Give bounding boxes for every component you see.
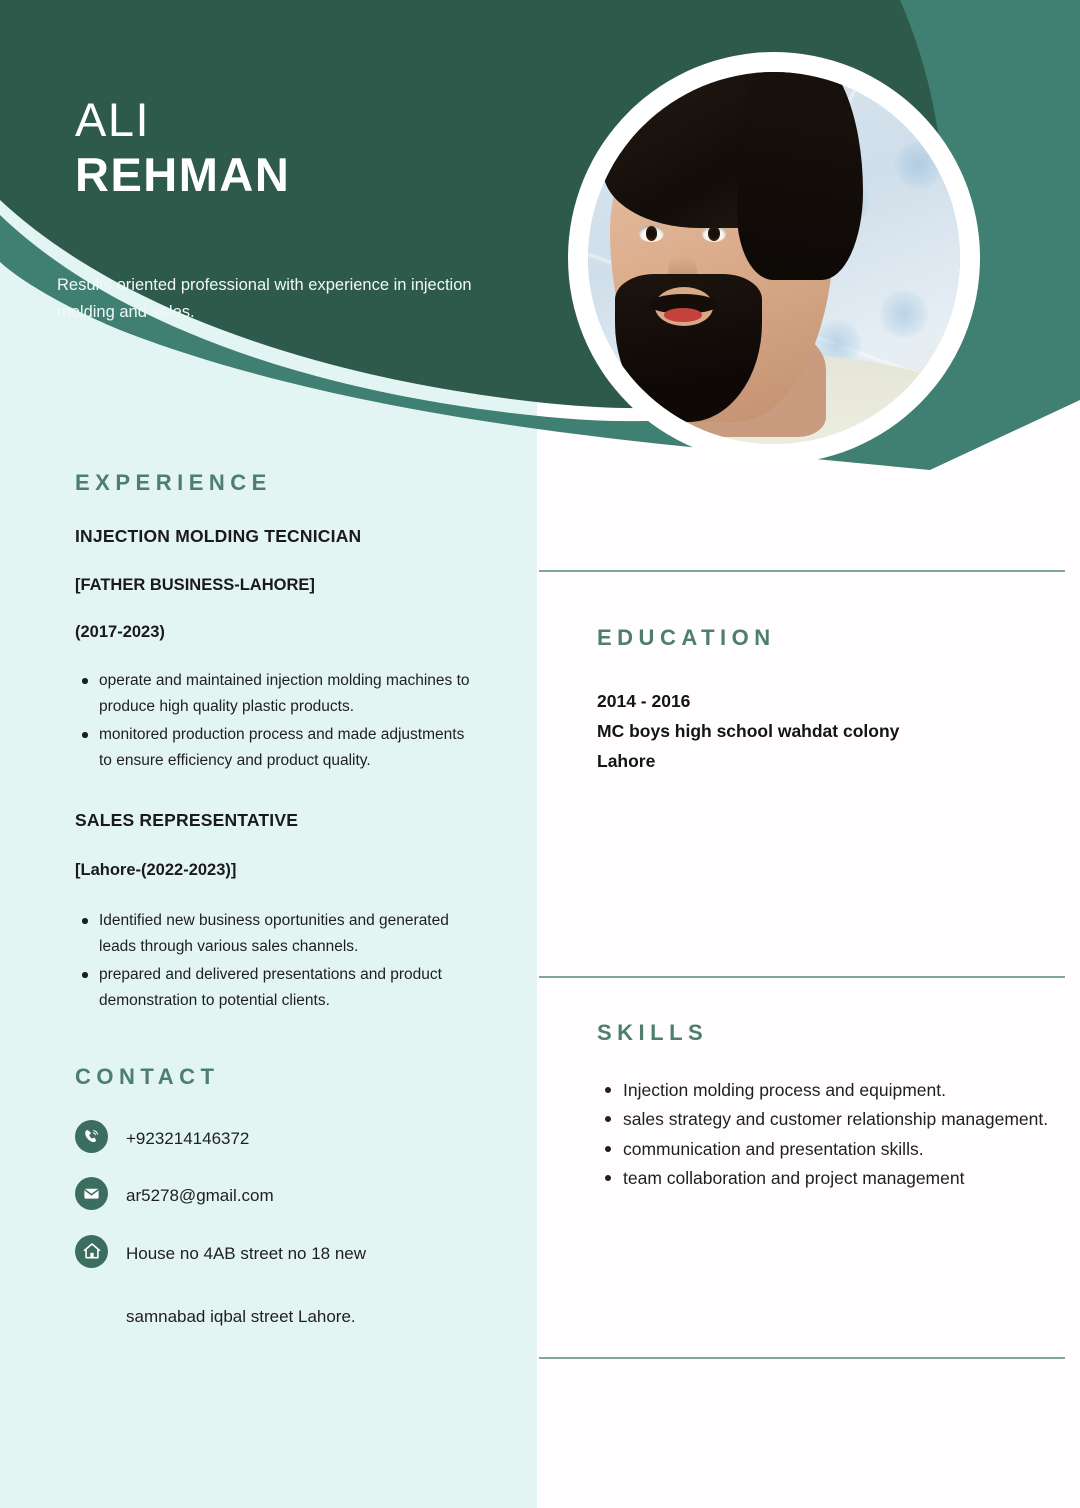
right-column-content xyxy=(537,0,1080,1508)
contact-phone-row[interactable] xyxy=(75,1120,475,1155)
education-school-line-2: Lahore xyxy=(597,751,656,772)
list-item: sales strategy and customer relationship management. xyxy=(623,1105,1080,1133)
list-item: communication and presentation skills. xyxy=(623,1135,1080,1163)
education-school-line-1: MC boys high school wahdat colony xyxy=(597,721,900,742)
contact-address-row[interactable] xyxy=(75,1235,475,1270)
skills-section xyxy=(597,1020,1080,1193)
divider-middle xyxy=(539,976,1065,978)
experience-job-title: SALES REPRESENTATIVE xyxy=(75,810,299,831)
contact-address-value: House no 4AB street no 18 new xyxy=(126,1243,367,1263)
experience-dates: (2017-2023) xyxy=(75,623,165,641)
contact-address-line-2: samnabad iqbal street Lahore. xyxy=(126,1306,356,1326)
experience-job-title: INJECTION MOLDING TECNICIAN xyxy=(75,526,362,546)
experience-entry xyxy=(75,526,475,774)
name-block xyxy=(75,92,290,203)
education-entry xyxy=(597,686,1047,776)
skills-heading: SKILLS xyxy=(597,1020,709,1045)
education-heading: EDUCATION xyxy=(597,625,776,650)
contact-email-row[interactable] xyxy=(75,1177,475,1212)
contact-heading: CONTACT xyxy=(75,1064,220,1090)
education-dates: 2014 - 2016 xyxy=(597,691,691,711)
list-item: Identified new business oportunities and generated leads through various sales channels. xyxy=(99,908,475,960)
divider-top xyxy=(539,570,1065,572)
experience-bullet-list xyxy=(75,908,475,1014)
last-name: REHMAN xyxy=(75,148,291,202)
divider-bottom xyxy=(539,1357,1065,1359)
first-name: ALI xyxy=(75,93,151,146)
phone-icon xyxy=(75,1120,108,1153)
list-item: prepared and delivered presentations and product demonstration to potential clients. xyxy=(99,962,475,1014)
experience-company: [Lahore-(2022-2023)] xyxy=(75,861,237,880)
list-item: team collaboration and project management xyxy=(623,1164,1080,1192)
list-item: Injection molding process and equipment. xyxy=(623,1076,1080,1104)
list-item: operate and maintained injection molding machines to produce high quality plastic products. xyxy=(99,668,475,720)
experience-company: [FATHER BUSINESS-LAHORE] xyxy=(75,576,315,594)
left-column-content xyxy=(0,470,537,1333)
contact-email-value: ar5278@gmail.com xyxy=(126,1186,274,1206)
experience-heading: EXPERIENCE xyxy=(75,470,272,495)
education-section xyxy=(597,625,1047,776)
experience-entry xyxy=(75,810,475,1014)
tagline: Results oriented professional with experience in injection molding and sales. xyxy=(57,276,472,321)
home-icon xyxy=(75,1235,108,1268)
contact-phone-value: +923214146372 xyxy=(126,1129,250,1149)
experience-bullet-list xyxy=(75,668,475,774)
skills-list xyxy=(597,1076,1080,1192)
envelope-icon xyxy=(75,1177,108,1210)
list-item: monitored production process and made adjustments to ensure efficiency and product quality. xyxy=(99,722,475,774)
